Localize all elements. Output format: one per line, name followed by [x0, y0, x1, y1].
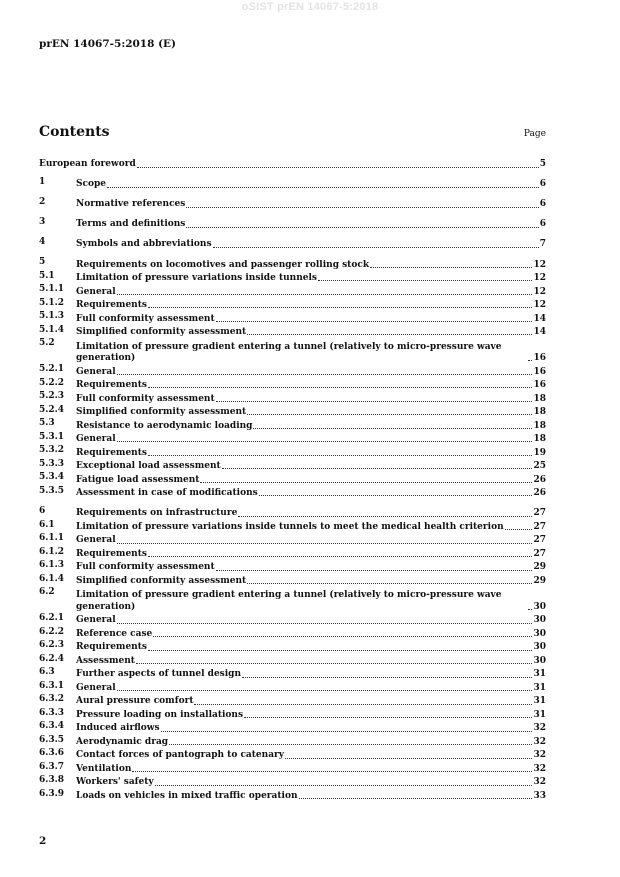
toc-entry[interactable] [39, 627, 546, 641]
toc-entry-number: 5.1.1 [39, 284, 65, 295]
toc-entry-number: 4 [39, 237, 46, 248]
dot-leader [117, 690, 533, 691]
dot-leader [148, 307, 533, 308]
toc-entry-page: 14 [533, 327, 546, 338]
toc-entry-page: 12 [533, 273, 546, 284]
toc-entry-title: Aerodynamic drag [76, 736, 169, 747]
toc-entry-number: 5.1.4 [39, 324, 65, 335]
toc-entry-title: Requirements [76, 300, 147, 311]
toc-entry-number: 5.3 [39, 418, 55, 429]
toc-entry-number: 6.3.6 [39, 748, 65, 759]
toc-entry-number: 6.3.3 [39, 707, 65, 718]
toc-entry-number: 5.2.4 [39, 404, 65, 415]
toc-entry-number: 1 [39, 177, 46, 188]
toc-entry-page: 29 [533, 562, 546, 573]
dot-leader [242, 677, 532, 678]
toc-entry[interactable] [39, 472, 546, 486]
toc-entry-title: Assessment [76, 655, 135, 666]
toc-entry-page: 30 [533, 615, 546, 626]
toc-entry-number: 6.3.5 [39, 734, 65, 745]
toc-entry[interactable] [39, 667, 546, 681]
toc-entry-number: 6.1.4 [39, 573, 65, 584]
toc-entry-title: Resistance to aerodynamic loading [76, 420, 253, 431]
toc-entry-title: Requirements [76, 447, 147, 458]
dot-leader [200, 482, 532, 483]
dot-leader [213, 247, 539, 248]
dot-leader [161, 731, 533, 732]
dot-leader [137, 167, 539, 168]
toc-entry-number: 6.1.3 [39, 560, 65, 571]
toc-entry[interactable] [39, 217, 546, 231]
dot-leader [148, 556, 533, 557]
toc-entry-page: 25 [533, 461, 546, 472]
toc-entry-page: 31 [533, 682, 546, 693]
dot-leader [528, 360, 532, 361]
toc-entry-number: 6.3.2 [39, 694, 65, 705]
toc-entry-number: 6.3.8 [39, 775, 65, 786]
toc-entry-title: Pressure loading on installations [76, 709, 244, 720]
toc-entry[interactable] [39, 284, 546, 298]
toc-entry-number: 6.2 [39, 587, 55, 598]
toc-entry-number: 6.3.1 [39, 680, 65, 691]
toc-entry[interactable] [39, 364, 546, 378]
toc-entry-title: Requirements [76, 642, 147, 653]
toc-entry-title: Simplified conformity assessment [76, 575, 247, 586]
dot-leader [216, 401, 533, 402]
toc-entry-title: General [76, 535, 116, 546]
dot-leader [155, 785, 533, 786]
toc-entry-title: Loads on vehicles in mixed traffic operation [76, 790, 298, 801]
dot-leader [117, 623, 533, 624]
toc-entry[interactable] [39, 197, 546, 211]
toc-entry-page: 30 [533, 601, 546, 612]
toc-entry-page: 31 [533, 696, 546, 707]
dot-leader [186, 207, 538, 208]
toc-entry-number: 2 [39, 197, 46, 208]
toc-entry[interactable] [39, 311, 546, 325]
dot-leader [148, 387, 533, 388]
dot-leader [117, 543, 533, 544]
toc-entry[interactable] [39, 520, 546, 534]
toc-entry-title: General [76, 366, 116, 377]
toc-entry-title: Requirements [76, 548, 147, 559]
toc-entry-title: Reference case [76, 628, 153, 639]
toc-entry[interactable] [39, 257, 546, 271]
toc-entry-title: Scope [76, 179, 107, 190]
dot-leader [153, 636, 532, 637]
toc-entry[interactable] [39, 157, 546, 171]
contents-title: Contents [39, 124, 110, 140]
toc-entry-number: 5 [39, 257, 46, 268]
dot-leader [169, 744, 532, 745]
toc-entry-number: 6.1.2 [39, 546, 65, 557]
toc-entry-number: 6.2.1 [39, 613, 65, 624]
toc-entry-title: Requirements on infrastructure [76, 508, 238, 519]
toc-entry-number: 6.1 [39, 519, 55, 530]
dot-leader [132, 771, 532, 772]
toc-entry[interactable] [39, 640, 546, 654]
toc-entry-page: 6 [539, 219, 546, 230]
toc-entry-title: Limitation of pressure gradient entering a tunnel (relatively to micro-pressure wave generation) [76, 341, 502, 364]
dot-leader [136, 663, 533, 664]
toc-entry[interactable] [39, 721, 546, 735]
dot-leader [238, 516, 532, 517]
toc-entry-number: 5.3.4 [39, 472, 65, 483]
toc-entry-number: 6.3.9 [39, 788, 65, 799]
dot-leader [247, 414, 532, 415]
toc-entry[interactable] [39, 748, 546, 762]
toc-entry-page: 31 [533, 709, 546, 720]
toc-entry-page: 32 [533, 736, 546, 747]
toc-entry-page: 29 [533, 575, 546, 586]
toc-entry-page: 12 [533, 286, 546, 297]
toc-entry-page: 27 [533, 521, 546, 532]
toc-entry[interactable] [39, 708, 546, 722]
toc-entry-number: 6 [39, 506, 46, 517]
toc-entry-page: 18 [533, 393, 546, 404]
dot-leader [186, 227, 538, 228]
page-number: 2 [39, 835, 47, 847]
toc-entry-title: General [76, 682, 116, 693]
toc-entry[interactable] [39, 432, 546, 446]
toc-entry-title: Exceptional load assessment [76, 461, 221, 472]
toc-entry-page: 6 [539, 199, 546, 210]
dot-leader [247, 583, 532, 584]
toc-entry-page: 5 [539, 159, 546, 170]
dot-leader [318, 280, 533, 281]
toc-entry-number: 5.3.3 [39, 458, 65, 469]
toc-entry-title: Normative references [76, 199, 186, 210]
toc-entry-page: 27 [533, 548, 546, 559]
toc-entry-title: Further aspects of tunnel design [76, 669, 241, 680]
toc-entry[interactable] [39, 405, 546, 419]
toc-entry[interactable] [39, 271, 546, 285]
toc-entry-page: 16 [533, 380, 546, 391]
toc-entry-page: 30 [533, 628, 546, 639]
toc-entry[interactable] [39, 506, 546, 520]
toc-entry-number: 5.2 [39, 338, 55, 349]
toc-entry-number: 3 [39, 217, 46, 228]
toc-entry-page: 27 [533, 508, 546, 519]
toc-entry[interactable] [39, 338, 546, 364]
toc-entry-page: 26 [533, 488, 546, 499]
toc-entry-page: 26 [533, 474, 546, 485]
toc-entry-title: Contact forces of pantograph to catenary [76, 750, 284, 761]
toc-entry-page: 18 [533, 420, 546, 431]
dot-leader [148, 650, 533, 651]
toc-entry-number: 5.2.3 [39, 391, 65, 402]
dot-leader [247, 334, 532, 335]
toc-entry[interactable] [39, 378, 546, 392]
toc-entry-page: 7 [539, 239, 546, 250]
toc-entry-number: 6.2.2 [39, 626, 65, 637]
dot-leader [299, 798, 533, 799]
toc-entry-title: Requirements [76, 380, 147, 391]
toc-entry-title: Terms and definitions [76, 219, 186, 230]
toc-entry-page: 12 [533, 300, 546, 311]
toc-entry-number: 5.1.2 [39, 297, 65, 308]
dot-leader [117, 294, 533, 295]
toc-entry-number: 5.1.3 [39, 311, 65, 322]
toc-entry[interactable] [39, 418, 546, 432]
dot-leader [117, 374, 533, 375]
dot-leader [216, 321, 533, 322]
toc-entry-number: 6.2.3 [39, 640, 65, 651]
toc-entry-title: Ventilation [76, 763, 132, 774]
toc-entry[interactable] [39, 391, 546, 405]
toc-entry[interactable] [39, 694, 546, 708]
toc-entry[interactable] [39, 298, 546, 312]
toc-entry[interactable] [39, 486, 546, 500]
table-of-contents [39, 157, 546, 802]
toc-entry[interactable] [39, 762, 546, 776]
toc-entry-title: General [76, 286, 116, 297]
toc-entry[interactable] [39, 681, 546, 695]
toc-entry-page: 12 [533, 259, 546, 270]
toc-entry-page: 30 [533, 655, 546, 666]
toc-entry-title: Full conformity assessment [76, 562, 215, 573]
toc-entry-number: 6.2.4 [39, 653, 65, 664]
toc-entry-page: 32 [533, 777, 546, 788]
toc-entry-title: Limitation of pressure variations inside tunnels [76, 273, 317, 284]
toc-entry-title: Simplified conformity assessment [76, 327, 247, 338]
toc-entry[interactable] [39, 654, 546, 668]
dot-leader [222, 468, 533, 469]
toc-entry-number: 5.2.1 [39, 364, 65, 375]
toc-entry-number: 5.1 [39, 270, 55, 281]
toc-entry[interactable] [39, 613, 546, 627]
toc-entry-page: 31 [533, 669, 546, 680]
toc-entry[interactable] [39, 533, 546, 547]
toc-entry-title: Limitation of pressure variations inside tunnels to meet the medical health criterion [76, 521, 504, 532]
toc-entry[interactable] [39, 445, 546, 459]
toc-entry-title: Assessment in case of modifications [76, 488, 258, 499]
toc-entry[interactable] [39, 325, 546, 339]
document-id: prEN 14067-5:2018 (E) [39, 38, 177, 50]
watermark: oSIST prEN 14067-5:2018 [241, 1, 379, 13]
dot-leader [148, 455, 533, 456]
toc-entry[interactable] [39, 237, 546, 251]
dot-leader [107, 187, 539, 188]
dot-leader [194, 704, 532, 705]
toc-entry-title: Workers' safety [76, 777, 154, 788]
toc-entry-page: 18 [533, 434, 546, 445]
toc-entry-title: Induced airflows [76, 723, 160, 734]
dot-leader [505, 529, 533, 530]
toc-entry-number: 6.3.4 [39, 721, 65, 732]
toc-entry[interactable] [39, 177, 546, 191]
toc-entry-page: 14 [533, 313, 546, 324]
toc-entry-page: 6 [539, 179, 546, 190]
toc-entry-page: 32 [533, 750, 546, 761]
toc-entry-page: 33 [533, 790, 546, 801]
toc-entry-page: 27 [533, 535, 546, 546]
toc-entry[interactable] [39, 587, 546, 613]
toc-entry-number: 6.3 [39, 667, 55, 678]
dot-leader [370, 267, 532, 268]
toc-entry-number: 5.3.5 [39, 485, 65, 496]
toc-entry[interactable] [39, 735, 546, 749]
toc-entry-number: 5.3.1 [39, 431, 65, 442]
page-column-label: Page [523, 129, 546, 139]
dot-leader [216, 570, 533, 571]
dot-leader [117, 441, 533, 442]
toc-entry-title: Symbols and abbreviations [76, 239, 212, 250]
toc-entry[interactable] [39, 574, 546, 588]
toc-entry-page: 16 [533, 366, 546, 377]
toc-entry[interactable] [39, 560, 546, 574]
toc-entry-number: 6.3.7 [39, 761, 65, 772]
toc-entry-title: Fatigue load assessment [76, 474, 200, 485]
toc-entry-page: 32 [533, 763, 546, 774]
dot-leader [244, 717, 532, 718]
toc-entry-page: 18 [533, 407, 546, 418]
toc-entry-number: 6.1.1 [39, 533, 65, 544]
dot-leader [253, 428, 532, 429]
toc-entry[interactable] [39, 775, 546, 789]
toc-entry-title: Full conformity assessment [76, 313, 215, 324]
toc-entry-title: Simplified conformity assessment [76, 407, 247, 418]
toc-entry-title: Full conformity assessment [76, 393, 215, 404]
toc-entry-page: 16 [533, 353, 546, 364]
toc-entry[interactable] [39, 459, 546, 473]
toc-entry-title: General [76, 434, 116, 445]
dot-leader [259, 495, 533, 496]
toc-entry-title: European foreword [39, 159, 136, 170]
toc-entry-title: General [76, 615, 116, 626]
toc-entry-page: 32 [533, 723, 546, 734]
toc-entry[interactable] [39, 547, 546, 561]
toc-entry-page: 30 [533, 642, 546, 653]
toc-entry-title: Aural pressure comfort [76, 696, 194, 707]
toc-entry-title: Limitation of pressure gradient entering a tunnel (relatively to micro-pressure wave generation) [76, 590, 502, 612]
dot-leader [285, 758, 532, 759]
toc-entry-title: Requirements on locomotives and passenger rolling stock [76, 259, 370, 270]
dot-leader [528, 609, 532, 610]
toc-entry-page: 19 [533, 447, 546, 458]
toc-entry-number: 5.3.2 [39, 445, 65, 456]
toc-entry-number: 5.2.2 [39, 377, 65, 388]
toc-entry[interactable] [39, 789, 546, 803]
